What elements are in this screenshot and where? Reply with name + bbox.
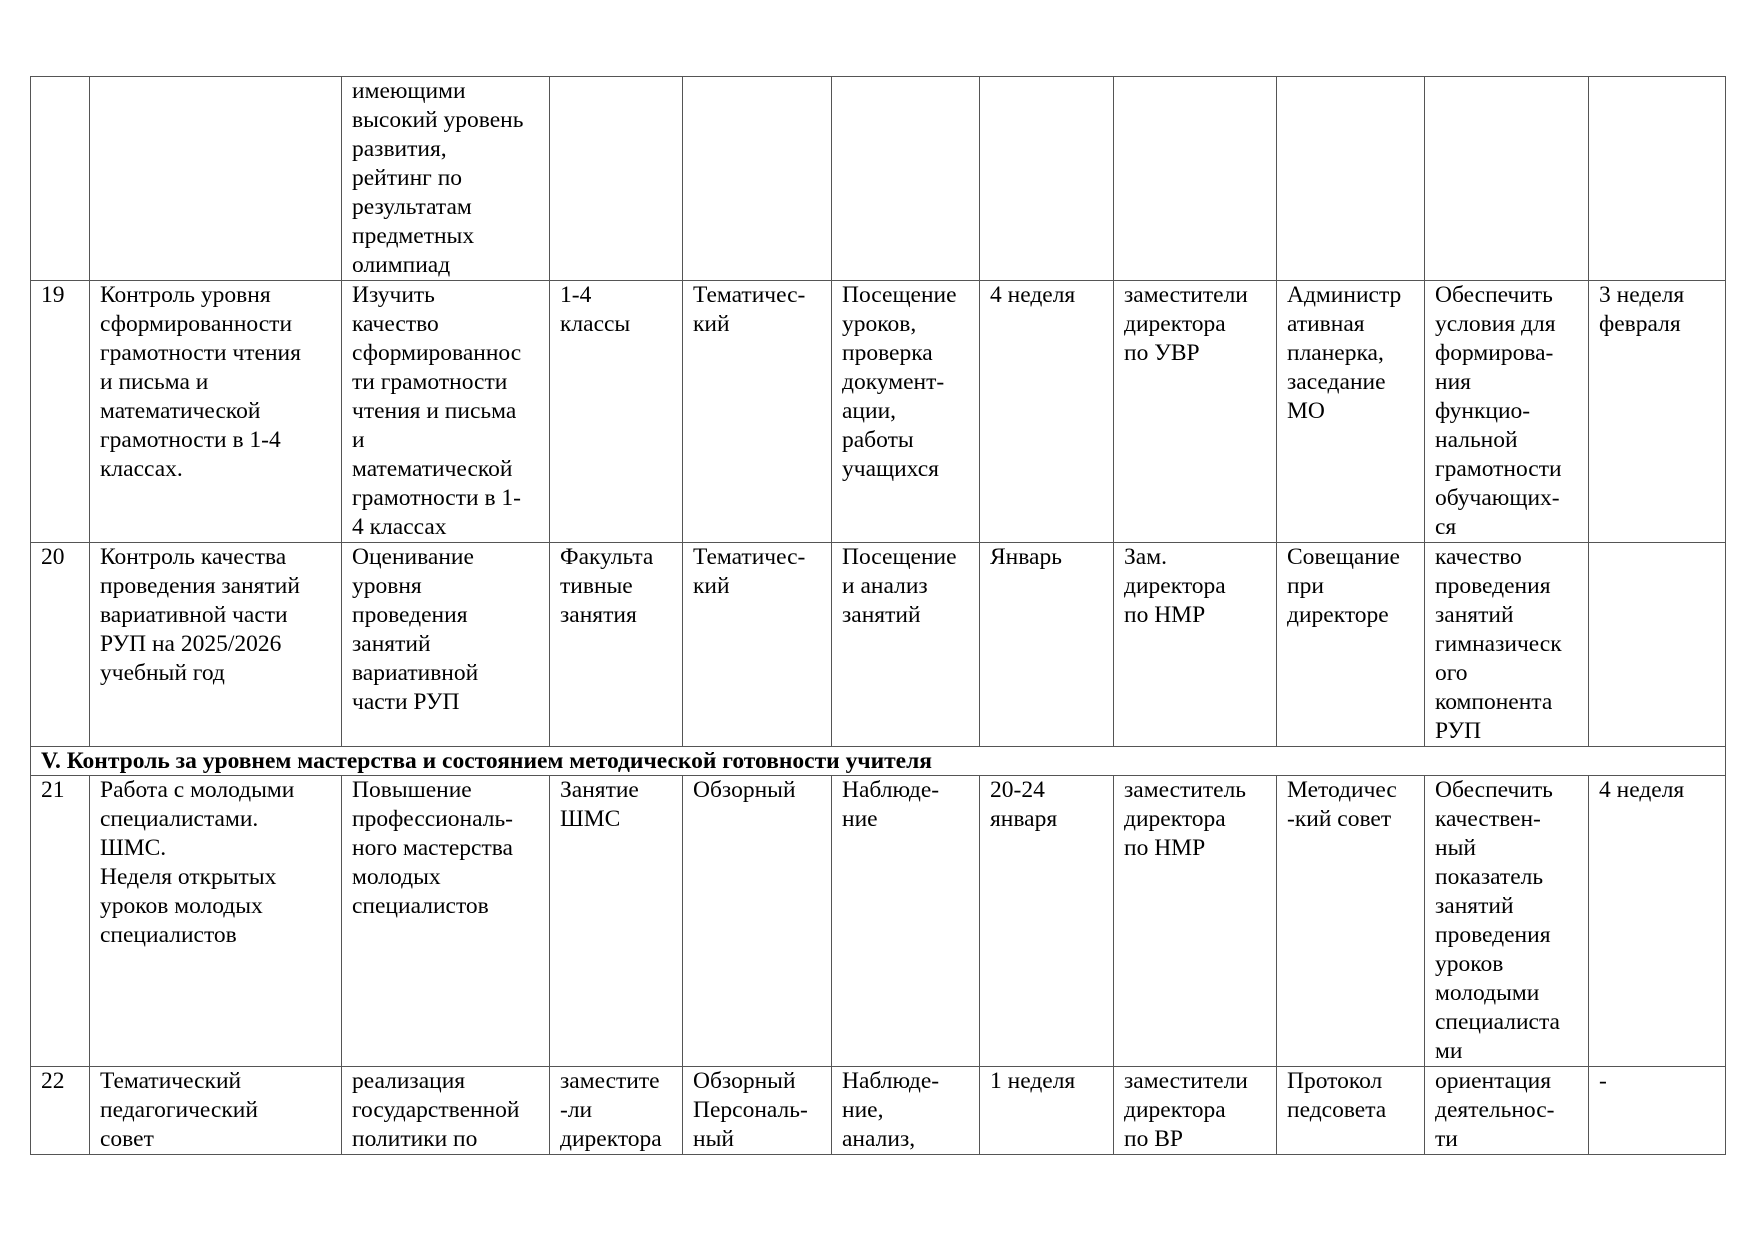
table-row — [31, 776, 1726, 1067]
control-subject: Тематический педагогический совет — [90, 1067, 342, 1155]
control-object: 1-4 классы — [550, 281, 683, 543]
section-header-row — [31, 747, 1726, 776]
control-date — [980, 77, 1114, 281]
control-goal: Изучить качество сформированнос ти грамотности чтения и письма и математической грамотности в 1- 4 классах — [342, 281, 550, 543]
control-type: Тематичес- кий — [683, 281, 832, 543]
control-method: Посещение и анализ занятий — [832, 543, 980, 747]
control-review: Совещание при директоре — [1277, 543, 1425, 747]
control-review: Протокол педсовета — [1277, 1067, 1425, 1155]
control-type — [683, 77, 832, 281]
control-method — [832, 77, 980, 281]
control-repeat: - — [1589, 1067, 1726, 1155]
control-responsible: заместители директора по УВР — [1114, 281, 1277, 543]
control-responsible: заместители директора по ВР — [1114, 1067, 1277, 1155]
control-object — [550, 77, 683, 281]
row-number: 21 — [31, 776, 90, 1067]
control-review — [1277, 77, 1425, 281]
control-date: 20-24 января — [980, 776, 1114, 1067]
control-goal: Повышение профессиональ- ного мастерства молодых специалистов — [342, 776, 550, 1067]
row-number — [31, 77, 90, 281]
control-method: Наблюде- ние — [832, 776, 980, 1067]
control-decision — [1425, 77, 1589, 281]
control-subject — [90, 77, 342, 281]
control-object: Занятие ШМС — [550, 776, 683, 1067]
control-type: Обзорный Персональ- ный — [683, 1067, 832, 1155]
control-decision: Обеспечить качествен- ный показатель занятий проведения уроков молодыми специалиста ми — [1425, 776, 1589, 1067]
control-repeat: 4 неделя — [1589, 776, 1726, 1067]
control-goal: Оценивание уровня проведения занятий вариативной части РУП — [342, 543, 550, 747]
control-responsible — [1114, 77, 1277, 281]
control-decision: Обеспечить условия для формирова- ния функцио- нальной грамотности обучающих- ся — [1425, 281, 1589, 543]
control-subject: Контроль уровня сформированности грамотности чтения и письма и математической грамотности в 1-4 классах. — [90, 281, 342, 543]
control-repeat — [1589, 77, 1726, 281]
control-goal: реализация государственной политики по — [342, 1067, 550, 1155]
control-subject: Работа с молодыми специалистами. ШМС. Неделя открытых уроков молодых специалистов — [90, 776, 342, 1067]
control-responsible: Зам. директора по НМР — [1114, 543, 1277, 747]
control-date: 4 неделя — [980, 281, 1114, 543]
table-row — [31, 1067, 1726, 1155]
control-plan-table — [30, 76, 1726, 1155]
control-type: Тематичес- кий — [683, 543, 832, 747]
control-review: Администр ативная планерка, заседание МО — [1277, 281, 1425, 543]
section-title: V. Контроль за уровнем мастерства и состоянием методической готовности учителя — [31, 747, 1726, 776]
control-type: Обзорный — [683, 776, 832, 1067]
row-number: 19 — [31, 281, 90, 543]
control-date: 1 неделя — [980, 1067, 1114, 1155]
control-responsible: заместитель директора по НМР — [1114, 776, 1277, 1067]
control-repeat — [1589, 543, 1726, 747]
control-repeat: 3 неделя февраля — [1589, 281, 1726, 543]
control-object: Факульта тивные занятия — [550, 543, 683, 747]
row-number: 22 — [31, 1067, 90, 1155]
table-row — [31, 281, 1726, 543]
control-decision: ориентация деятельнос- ти — [1425, 1067, 1589, 1155]
control-method: Наблюде- ние, анализ, — [832, 1067, 980, 1155]
control-subject: Контроль качества проведения занятий вариативной части РУП на 2025/2026 учебный год — [90, 543, 342, 747]
control-object: заместите -ли директора — [550, 1067, 683, 1155]
control-method: Посещение уроков, проверка документ- ации, работы учащихся — [832, 281, 980, 543]
table-row — [31, 543, 1726, 747]
control-goal: имеющими высокий уровень развития, рейтинг по результатам предметных олимпиад — [342, 77, 550, 281]
row-number: 20 — [31, 543, 90, 747]
control-review: Методичес -кий совет — [1277, 776, 1425, 1067]
control-date: Январь — [980, 543, 1114, 747]
control-decision: качество проведения занятий гимназическ ого компонента РУП — [1425, 543, 1589, 747]
table-row — [31, 77, 1726, 281]
